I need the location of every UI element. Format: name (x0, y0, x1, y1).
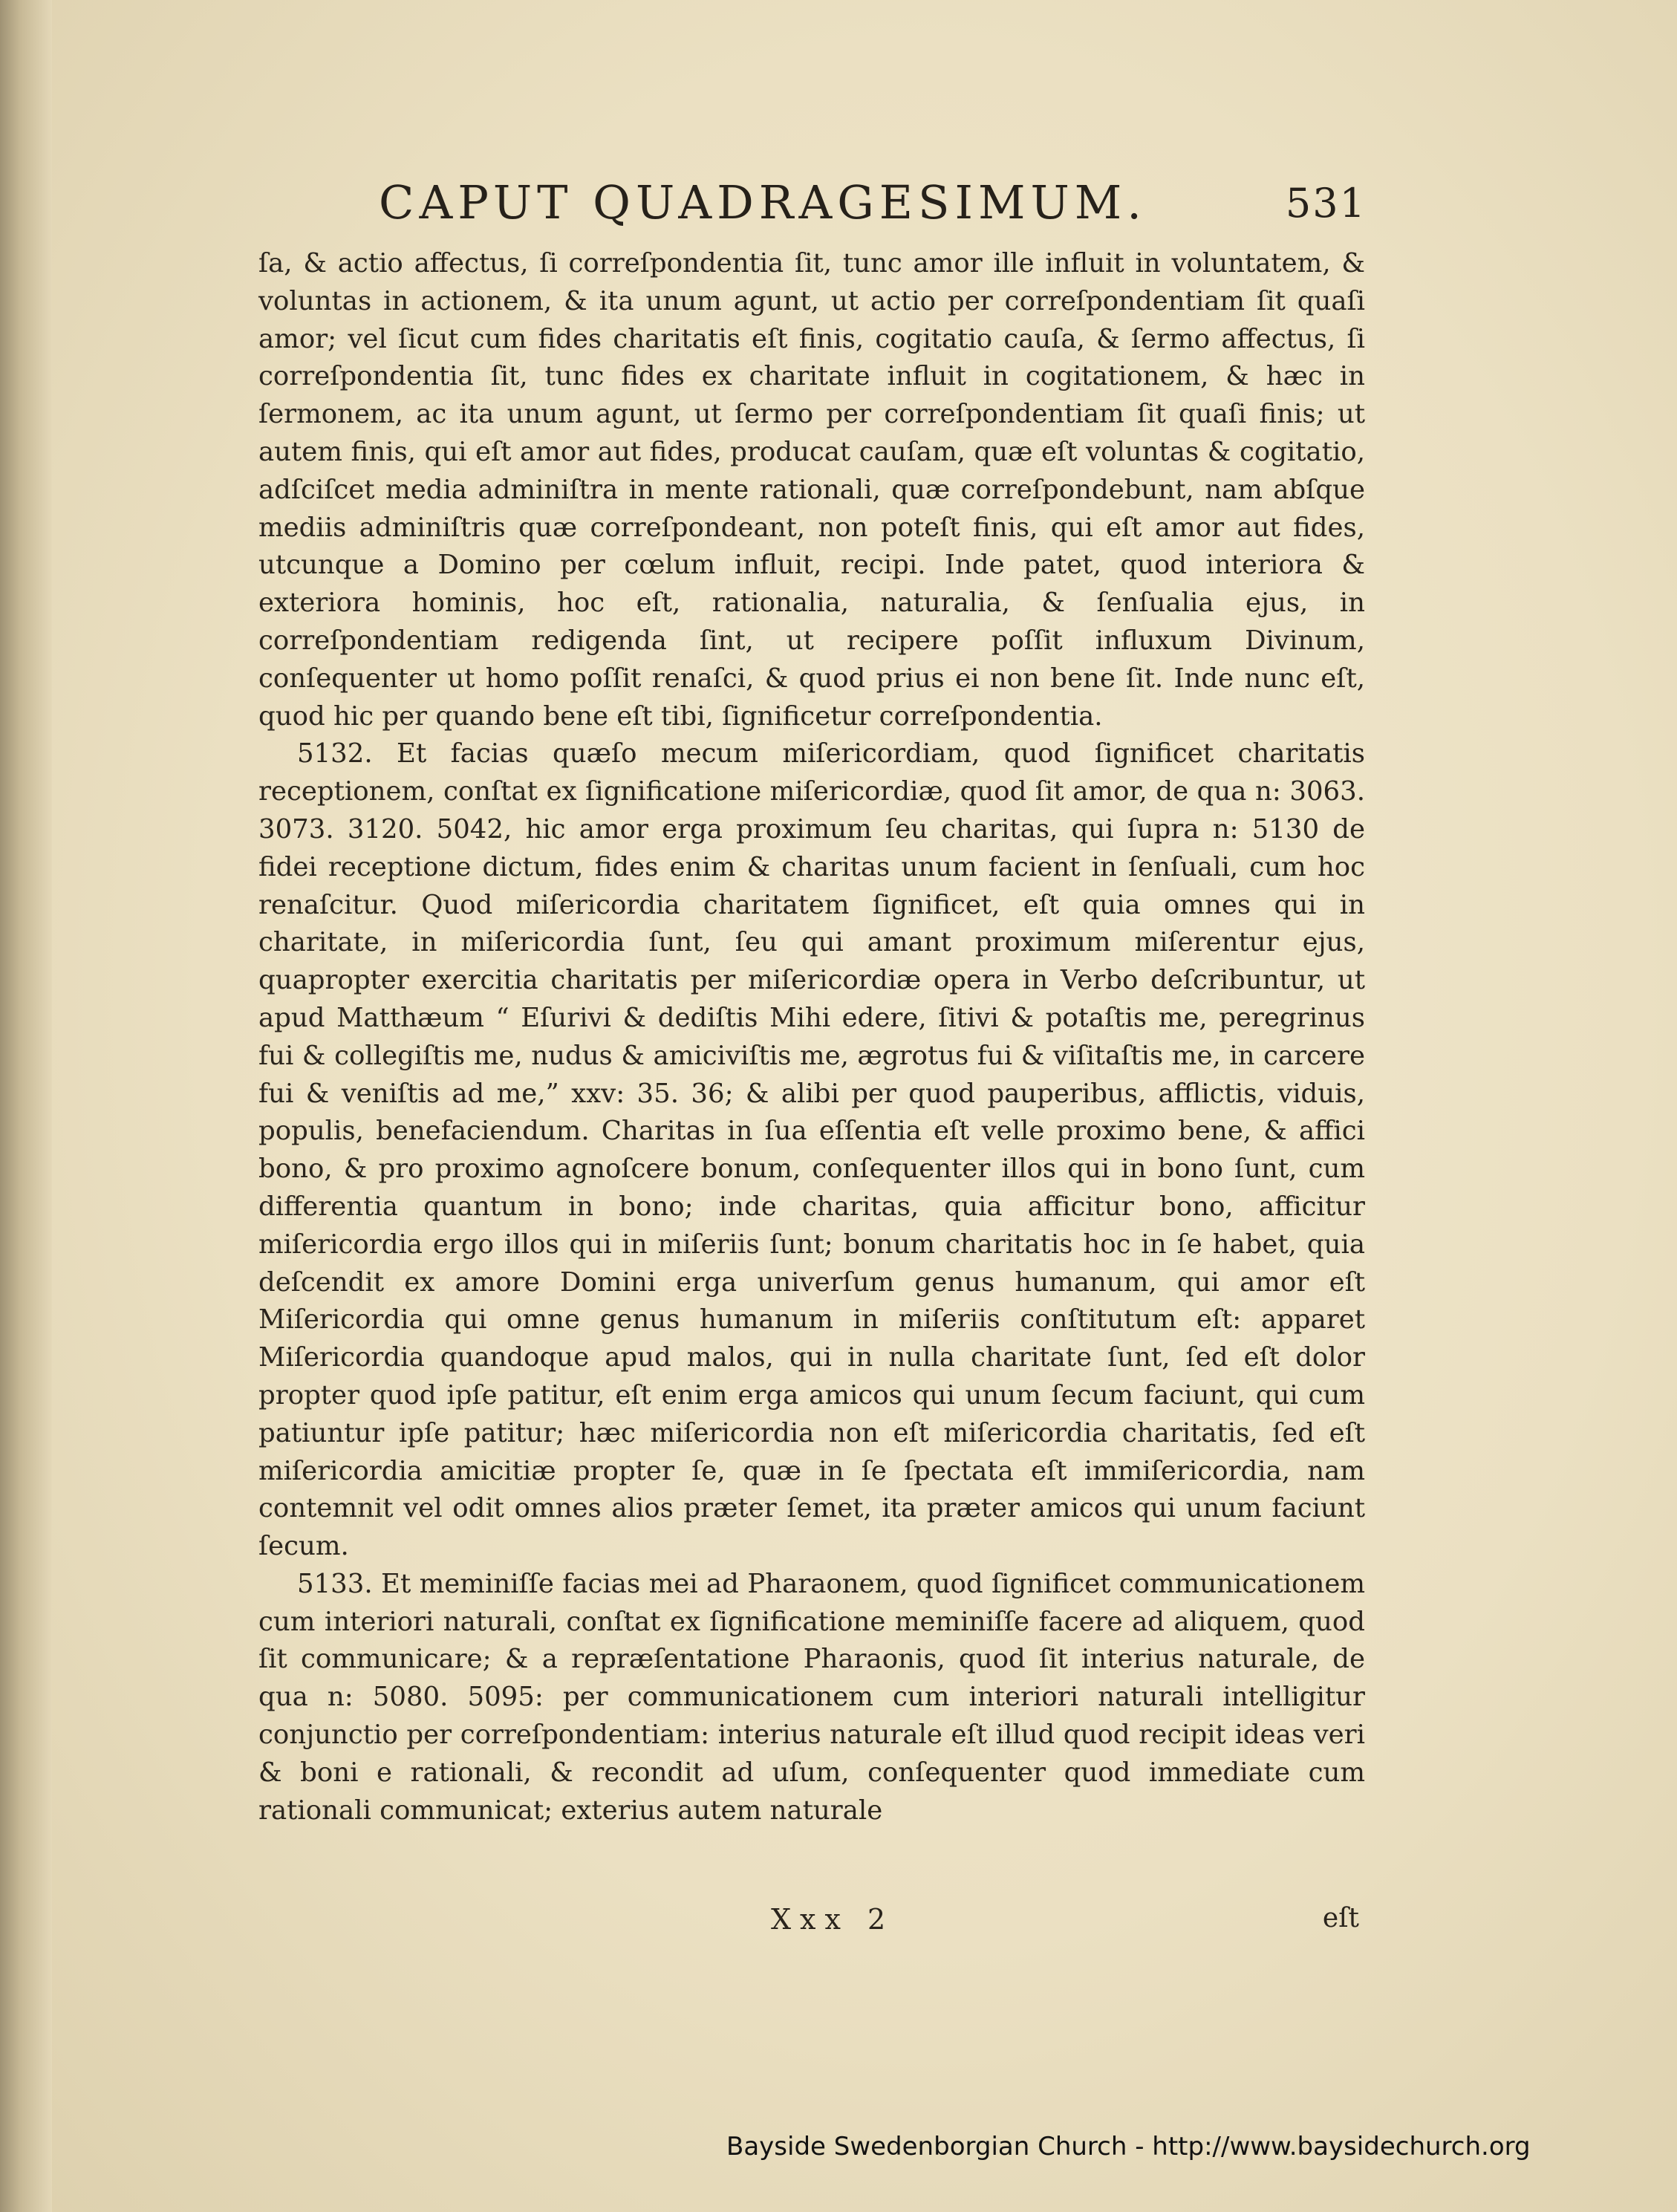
paragraph-continuation: ſa, & actio affectus, ſi correſpondentia ſit, tunc amor ille influit in voluntatem, & voluntas in actionem, & ita unum agunt, ut actio per correſpondentiam ſit quaſi amor; vel ſicut cum fides charitatis eſt finis, cogitatio cauſa, & ſermo affectus, ſi correſpondentia ſit, tunc fides ex charitate influit in cogitationem, & hæc in ſermonem, ac ita unum agunt, ut ſermo per correſpondentiam ſit quaſi finis; ut autem finis, qui eſt amor aut fides, producat cauſam, quæ eſt voluntas & cogitatio, adſciſcet media adminiſtra in mente rationali, quæ correſpondebunt, nam abſque mediis adminiſtris quæ correſpondeant, non poteſt finis, qui eſt amor aut fides, utcunque a Domino per cœlum influit, recipi. Inde patet, quod interiora & exteriora hominis, hoc eſt, rationalia, naturalia, & ſenſualia ejus, in correſpondentiam redigenda ſint, ut recipere poſſit influxum Divinum, conſequenter ut homo poſſit renaſci, & quod prius ei non bene ſit. Inde nunc eſt, quod hic per quando bene eſt tibi, ſignificetur correſpondentia. (258, 248, 1365, 732)
page-footer (258, 1903, 1365, 1948)
running-head: CAPUT QUADRAGESIMUM. (379, 175, 1147, 230)
page-number: 531 (1285, 180, 1367, 227)
source-watermark: Bayside Swedenborgian Church - http://www.baysidechurch.org (726, 2132, 1531, 2161)
signature-mark: Xxx 2 (771, 1903, 895, 1936)
paragraph-5133: 5133. Et meminiſſe facias mei ad Pharaonem, quod ſignificet communicationem cum interiori naturali, conſtat ex ſignificatione meminiſſe facere ad aliquem, quod ſit communicare; & a repræſentatione Pharaonis, quod ſit interius naturale, de qua n: 5080. 5095: per communicationem cum interiori naturali intelligitur conjunctio per correſpondentiam: interius naturale eſt illud quod recipit ideas veri & boni e rationali, & recondit ad uſum, conſequenter quod immediate cum rationali communicat; exterius autem naturale (258, 1568, 1365, 1826)
paragraph-5132: 5132. Et facias quæſo mecum miſericordiam, quod ſignificet charitatis receptionem, conſtat ex ſignificatione miſericordiæ, quod ſit amor, de qua n: 3063. 3073. 3120. 5042, hic amor erga proximum ſeu charitas, qui ſupra n: 5130 de fidei receptione dictum, fides enim & charitas unum facient in ſenſuali, cum hoc renaſcitur. Quod miſericordia charitatem ſignificet, eſt quia omnes qui in charitate, in miſericordia ſunt, ſeu qui amant proximum miſerentur ejus, quapropter exercitia charitatis per miſericordiæ opera in Verbo deſcribuntur, ut apud Matthæum “ Eſurivi & dediſtis Mihi edere, ſitivi & potaſtis me, peregrinus fui & collegiſtis me, nudus & amiciviſtis me, ægrotus fui & viſitaſtis me, in carcere fui & veniſtis ad me,” xxv: 35. 36; & alibi per quod pauperibus, afflictis, viduis, populis, benefaciendum. Charitas in ſua eſſentia eſt velle proximo bene, & affici bono, & pro proximo agnoſcere bonum, conſequenter illos qui in bono ſunt, cum differentia quantum in bono; inde charitas, quia afficitur bono, afficitur miſericordia ergo illos qui in miſeriis ſunt; bonum charitatis hoc in ſe habet, quia deſcendit ex amore Domini erga univerſum genus humanum, qui amor eſt Miſericordia qui omne genus humanum in miſeriis conſtitutum eſt: apparet Miſericordia quandoque apud malos, qui in nulla charitate ſunt, ſed eſt dolor propter quod ipſe patitur, eſt enim erga amicos qui unum ſecum faciunt, qui cum patiuntur ipſe patitur; hæc miſericordia non eſt miſericordia charitatis, ſed eſt miſericordia amicitiæ propter ſe, quæ in ſe ſpectata eſt immiſericordia, nam contemnit vel odit omnes alios præter ſemet, ita præter amicos qui unum faciunt ſecum. (258, 738, 1365, 1562)
body-text (258, 245, 1365, 1829)
page-header (379, 175, 1367, 242)
page-gutter-shadow (0, 0, 52, 2212)
catchword: eſt (1322, 1903, 1359, 1933)
